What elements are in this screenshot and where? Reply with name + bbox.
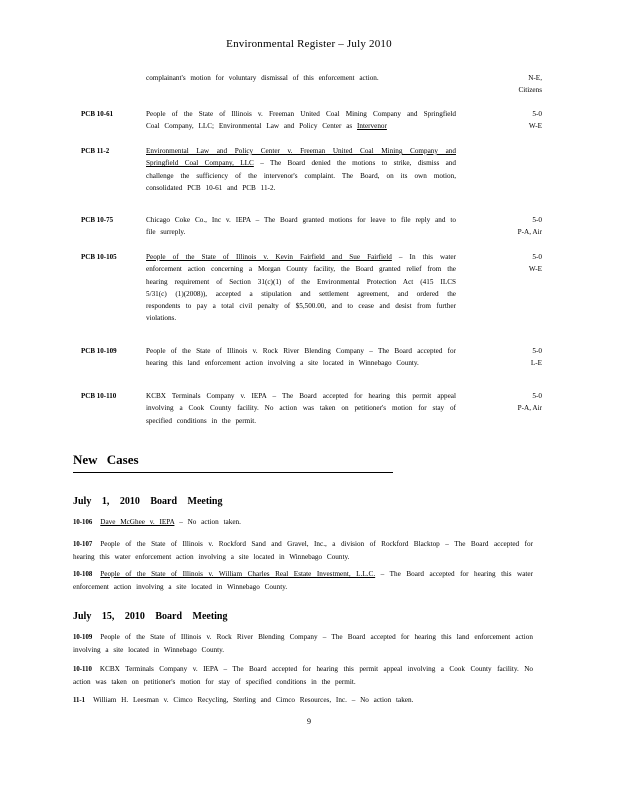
case-text-after: – The Board denied the motions to strike, dismiss and challenge the sufficiency of the intervenor's complaint. The Board, on its own motion, consolidated PCB 10-61 and PCB 11-2. [146, 159, 456, 192]
vote-type: P-A, Air [517, 228, 542, 237]
vote-type: P-A, Air [517, 404, 542, 413]
case-description [146, 108, 456, 133]
new-case-title: People of the State of Illinois v. William Charles Real Estate Investment, L.L.C. [100, 570, 376, 578]
vote-count: 5-0 [532, 253, 542, 261]
new-case-entry [73, 663, 533, 689]
case-number: PCB 10-109 [81, 347, 117, 355]
new-case-text: People of the State of Illinois v. Rockford Sand and Gravel, Inc., a division of Rockford Blacktop – The Board accepted for hearing this water enforcement action involving a site located in Winnebago County. [73, 540, 533, 562]
vote-type: W-E [528, 122, 542, 131]
vote-count: N-E, [528, 74, 542, 82]
case-number: PCB 10-61 [81, 110, 114, 118]
new-case-text: – The Board accepted for hearing this water enforcement action involving a site located in Winnebago County. [73, 570, 534, 592]
new-case-entry [73, 568, 533, 594]
case-vote [531, 345, 542, 370]
vote-type: L-E [530, 359, 542, 368]
case-vote [518, 214, 542, 239]
meeting-heading: July 15, 2010 Board Meeting [73, 611, 228, 622]
new-case-text: William H. Leesman v. Cimco Recycling, Sterling and Cimco Resources, Inc. – No action taken. [93, 696, 414, 704]
case-text-plain: People of the State of Illinois v. Freeman United Coal Mining Company and Springfield Coal Company, LLC; Environmental Law and Policy Center as [146, 110, 456, 131]
case-vote [529, 251, 542, 276]
new-case-number: 10-110 [73, 666, 92, 673]
case-description [146, 145, 456, 194]
new-case-number: 10-108 [73, 571, 93, 578]
case-text-after: – In this water enforcement action concerning a Morgan County facility, the Board granted relief from the hearing requirement of Section 31(c)(1) of the Environmental Protection Act (415 ILCS 5/31(c) (1)(2008)), accepted a stipulation and settlement agreement, and ordered the respondents to pay a total civil penalty of $5,500.00, and to cease and desist from further violations. [146, 253, 456, 323]
vote-type: W-E [528, 265, 542, 274]
new-case-number: 10-107 [73, 541, 93, 548]
new-case-text: People of the State of Illinois v. Rock River Blending Company – The Board accepted for hearing this land enforcement action involving a site located in Winnebago County. [73, 633, 533, 655]
case-text-underlined: Environmental Law and Policy Center v. Freeman United Coal Mining Company and Springfield Coal Company, LLC [146, 147, 456, 168]
case-number: PCB 10-110 [81, 392, 117, 400]
new-case-number: 10-109 [73, 634, 93, 641]
case-number: PCB 11-2 [81, 147, 110, 155]
case-description: Chicago Coke Co., Inc v. IEPA – The Board granted motions for leave to file reply and to file surreply. [146, 216, 456, 237]
section-title-new-cases: New Cases [73, 452, 139, 467]
new-case-entry [73, 631, 533, 657]
continuation-text: complainant's motion for voluntary dismissal of this enforcement action. [146, 74, 379, 82]
vote-count: 5-0 [532, 110, 542, 118]
new-case-entry [73, 694, 533, 707]
case-number: PCB 10-105 [81, 253, 117, 261]
page-header: Environmental Register – July 2010 [226, 38, 392, 50]
vote-count: 5-0 [532, 216, 542, 224]
new-case-number: 11-1 [73, 697, 86, 704]
case-text-underlined: People of the State of Illinois v. Kevin Fairfield and Sue Fairfield [146, 253, 392, 261]
new-case-text: – No action taken. [174, 518, 241, 526]
new-case-entry [73, 538, 533, 564]
vote-count: 5-0 [532, 347, 542, 355]
case-description: People of the State of Illinois v. Rock River Blending Company – The Board accepted for hearing this land enforcement action involving a site located in Winnebago County. [146, 347, 456, 368]
new-case-number: 10-106 [73, 519, 93, 526]
page-number: 9 [307, 717, 311, 726]
case-description: KCBX Terminals Company v. IEPA – The Board accepted for hearing this permit appeal involving a Cook County facility. No action was taken on petitioner's motion for stay of specified conditions in the permit. [146, 392, 456, 425]
continuation-vote [518, 72, 542, 97]
meeting-heading: July 1, 2010 Board Meeting [73, 496, 223, 507]
case-vote [518, 390, 542, 415]
case-description [146, 251, 456, 325]
case-text-underlined: Intervenor [356, 122, 387, 131]
new-case-title: Dave McGhee v. IEPA [100, 518, 175, 526]
section-divider [73, 472, 393, 473]
case-vote [529, 108, 542, 133]
vote-type: Citizens [518, 86, 542, 95]
case-number: PCB 10-75 [81, 216, 114, 224]
new-case-entry [73, 516, 533, 529]
vote-count: 5-0 [532, 392, 542, 400]
new-case-text: KCBX Terminals Company v. IEPA – The Board accepted for hearing this permit appeal involving a Cook County facility. No action was taken on petitioner's motion for stay of specified conditions in the permit. [73, 665, 533, 687]
